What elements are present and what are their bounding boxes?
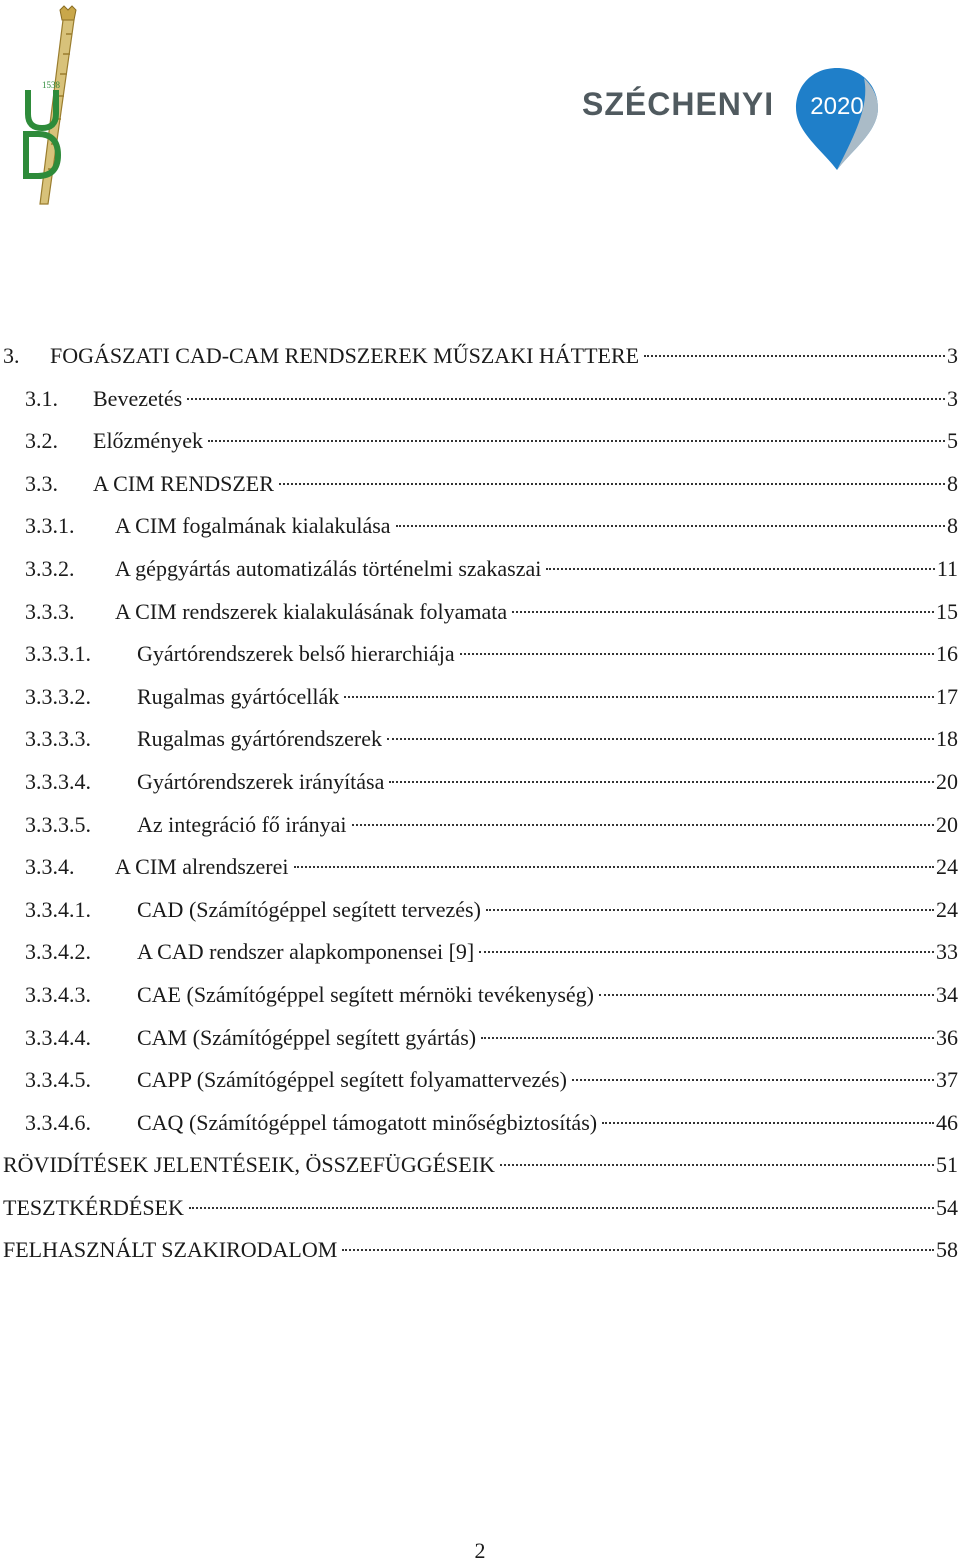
dot-leader xyxy=(294,866,935,868)
dot-leader xyxy=(187,398,945,400)
toc-entry[interactable] xyxy=(0,1144,960,1187)
page-number: 2 xyxy=(474,1538,486,1563)
toc-entry-title: A CIM RENDSZER xyxy=(93,470,274,496)
dot-leader xyxy=(512,611,934,613)
toc-entry-number: 3. xyxy=(3,343,20,368)
toc-entry-title: A CIM alrendszerei xyxy=(115,854,289,880)
toc-entry-page: 46 xyxy=(936,1109,958,1135)
dot-leader xyxy=(344,696,934,698)
dot-leader xyxy=(479,951,934,953)
toc-entry[interactable] xyxy=(0,505,960,548)
toc-entry[interactable] xyxy=(0,676,960,719)
dot-leader xyxy=(342,1249,934,1251)
toc-entry[interactable] xyxy=(0,335,960,378)
toc-entry-number: 3.3.4.4. xyxy=(25,1024,91,1050)
toc-entry[interactable] xyxy=(0,1102,960,1145)
toc-entry[interactable] xyxy=(0,591,960,634)
toc-entry[interactable] xyxy=(0,846,960,889)
toc-entry[interactable] xyxy=(0,548,960,591)
toc-entry-number: 3.3.3.4. xyxy=(25,768,91,794)
toc-entry[interactable] xyxy=(0,931,960,974)
toc-entry-title: Gyártórendszerek irányítása xyxy=(137,768,385,794)
toc-entry[interactable] xyxy=(0,761,960,804)
toc-entry-page: 20 xyxy=(936,811,958,837)
toc-entry-page: 8 xyxy=(947,470,958,496)
toc-entry-page: 58 xyxy=(936,1237,958,1263)
toc-entry-number: 3.3.2. xyxy=(25,555,75,581)
dot-leader xyxy=(572,1079,934,1081)
toc-entry-number: 3.3. xyxy=(25,470,58,496)
toc-entry-title: Rugalmas gyártócellák xyxy=(137,683,340,709)
toc-entry-number: 3.3.3.5. xyxy=(25,811,91,837)
toc-entry-page: 51 xyxy=(936,1152,958,1178)
toc-entry-page: 11 xyxy=(936,555,958,581)
szechenyi-2020-logo xyxy=(580,66,880,172)
toc-entry-title: CAPP (Számítógéppel segített folyamattervezés) xyxy=(137,1067,567,1093)
toc-entry-page: 20 xyxy=(936,768,958,794)
toc-entry-title: CAQ (Számítógéppel támogatott minőségbiztosítás) xyxy=(137,1109,598,1135)
toc-entry-page: 34 xyxy=(936,981,958,1007)
toc-entry-title: CAM (Számítógéppel segített gyártás) xyxy=(137,1024,477,1050)
dot-leader xyxy=(546,568,934,570)
szechenyi-year: 2020 xyxy=(810,93,864,120)
dot-leader xyxy=(644,355,945,357)
toc-entry-title: Rugalmas gyártórendszerek xyxy=(137,726,382,752)
dot-leader xyxy=(460,653,934,655)
dot-leader xyxy=(599,994,934,996)
toc-entry-title: A CIM rendszerek kialakulásának folyamata xyxy=(115,598,508,624)
szechenyi-wordmark: SZÉCHENYI xyxy=(582,86,775,122)
dot-leader xyxy=(486,909,934,911)
toc-entry-number: 3.3.3. xyxy=(25,598,75,624)
toc-entry-title: FELHASZNÁLT SZAKIRODALOM xyxy=(3,1237,338,1263)
svg-text:1538: 1538 xyxy=(42,80,60,90)
toc-entry-page: 24 xyxy=(936,854,958,880)
toc-entry-page: 8 xyxy=(947,513,958,539)
toc-entry-page: 24 xyxy=(936,896,958,922)
table-of-contents xyxy=(0,335,960,1272)
toc-entry-page: 15 xyxy=(936,598,958,624)
toc-entry-page: 17 xyxy=(936,683,958,709)
toc-entry-number: 3.3.3.1. xyxy=(25,641,91,667)
toc-entry[interactable] xyxy=(0,804,960,847)
dot-leader xyxy=(500,1164,934,1166)
toc-entry-page: 3 xyxy=(947,385,958,411)
toc-entry-number: 3.3.4. xyxy=(25,854,75,880)
toc-entry[interactable] xyxy=(0,1059,960,1102)
toc-entry-number: 3.3.1. xyxy=(25,513,75,539)
toc-entry-number: 3.3.4.6. xyxy=(25,1109,91,1135)
toc-entry-page: 16 xyxy=(936,641,958,667)
dot-leader xyxy=(481,1037,934,1039)
toc-entry-page: 54 xyxy=(936,1194,958,1220)
toc-entry-title: FOGÁSZATI CAD-CAM RENDSZEREK MŰSZAKI HÁTTERE xyxy=(50,343,640,368)
toc-entry-title: A gépgyártás automatizálás történelmi szakaszai xyxy=(115,555,542,581)
szechenyi-2020-pin-icon xyxy=(792,66,882,172)
toc-entry[interactable] xyxy=(0,378,960,421)
toc-entry-page: 3 xyxy=(947,343,958,368)
toc-entry-number: 3.3.3.3. xyxy=(25,726,91,752)
toc-entry-number: 3.1. xyxy=(25,385,58,411)
toc-entry-title: Gyártórendszerek belső hierarchiája xyxy=(137,641,455,667)
toc-entry-title: Az integráció fő irányai xyxy=(137,811,347,837)
dot-leader xyxy=(208,440,945,442)
toc-entry-title: TESZTKÉRDÉSEK xyxy=(3,1194,184,1220)
toc-entry-number: 3.3.4.3. xyxy=(25,981,91,1007)
toc-entry[interactable] xyxy=(0,889,960,932)
toc-entry-number: 3.3.4.2. xyxy=(25,939,91,965)
toc-entry-page: 36 xyxy=(936,1024,958,1050)
toc-entry-title: CAE (Számítógéppel segített mérnöki tevékenység) xyxy=(137,981,594,1007)
toc-entry-title: CAD (Számítógéppel segített tervezés) xyxy=(137,896,481,922)
toc-entry[interactable] xyxy=(0,718,960,761)
dot-leader xyxy=(389,781,934,783)
dot-leader xyxy=(396,525,945,527)
university-crest-icon xyxy=(8,4,86,212)
toc-entry-title: Bevezetés xyxy=(93,385,183,411)
dot-leader xyxy=(189,1207,934,1209)
toc-entry-title: Előzmények xyxy=(93,428,203,454)
dot-leader xyxy=(352,824,934,826)
toc-entry[interactable] xyxy=(0,420,960,463)
toc-entry-page: 37 xyxy=(936,1067,958,1093)
toc-entry-number: 3.2. xyxy=(25,428,58,454)
dot-leader xyxy=(387,738,934,740)
dot-leader xyxy=(279,483,945,485)
toc-entry-title: RÖVIDÍTÉSEK JELENTÉSEIK, ÖSSZEFÜGGÉSEIK xyxy=(3,1152,495,1178)
toc-entry-title: A CAD rendszer alapkomponensei [9] xyxy=(137,939,475,965)
toc-entry-page: 33 xyxy=(936,939,958,965)
toc-entry-number: 3.3.4.1. xyxy=(25,896,91,922)
toc-entry[interactable] xyxy=(0,1017,960,1060)
toc-entry[interactable] xyxy=(0,974,960,1017)
toc-entry-number: 3.3.3.2. xyxy=(25,683,91,709)
toc-entry-page: 18 xyxy=(936,726,958,752)
toc-entry[interactable] xyxy=(0,463,960,506)
toc-entry-number: 3.3.4.5. xyxy=(25,1067,91,1093)
toc-entry[interactable] xyxy=(0,1187,960,1230)
university-logo xyxy=(8,4,86,212)
toc-entry[interactable] xyxy=(0,1229,960,1272)
toc-entry-page: 5 xyxy=(947,428,958,454)
dot-leader xyxy=(602,1122,934,1124)
toc-entry-title: A CIM fogalmának kialakulása xyxy=(115,513,391,539)
toc-entry[interactable] xyxy=(0,633,960,676)
